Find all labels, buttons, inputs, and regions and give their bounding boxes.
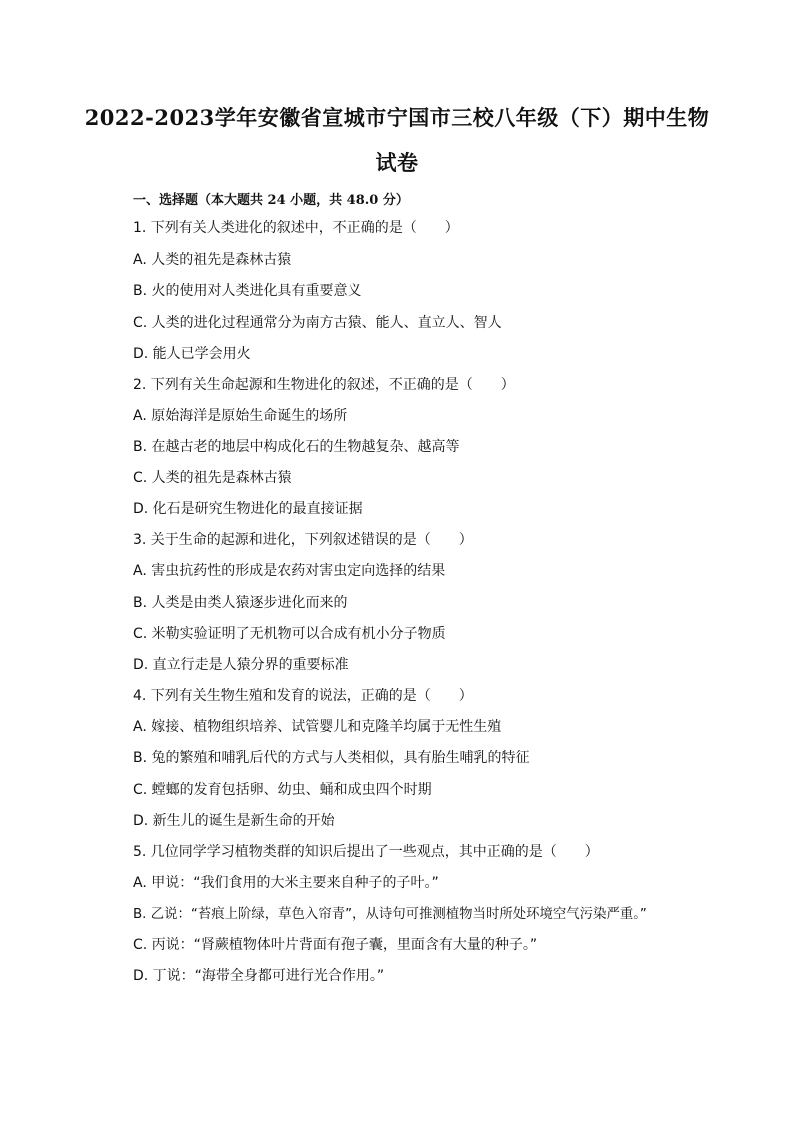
question-3-option-b: B. 人类是由类人猿逐步进化而来的 xyxy=(133,595,348,611)
question-1-option-a: A. 人类的祖先是森林古猿 xyxy=(133,252,292,268)
question-3-option-c: C. 米勒实验证明了无机物可以合成有机小分子物质 xyxy=(133,626,446,642)
question-2-option-a: A. 原始海洋是原始生命诞生的场所 xyxy=(133,408,348,424)
question-2-option-b: B. 在越古老的地层中构成化石的生物越复杂、越高等 xyxy=(133,439,460,455)
question-5-option-a: A. 甲说：“我们食用的大米主要来自种子的子叶。” xyxy=(133,875,439,891)
section-heading: 一、选择题（本大题共 24 小题，共 48.0 分） xyxy=(133,193,409,208)
question-1-option-d: D. 能人已学会用火 xyxy=(133,346,251,362)
question-2-option-c: C. 人类的祖先是森林古猿 xyxy=(133,470,292,486)
question-4-stem: 4. 下列有关生物生殖和发育的说法，正确的是（ ） xyxy=(133,688,473,704)
exam-title-line1: 2022-2023学年安徽省宣城市宁国市三校八年级（下）期中生物 xyxy=(84,105,710,130)
question-2-stem: 2. 下列有关生命起源和生物进化的叙述，不正确的是（ ） xyxy=(133,377,515,393)
question-3-option-a: A. 害虫抗药性的形成是农药对害虫定向选择的结果 xyxy=(133,563,446,579)
question-3-option-d: D. 直立行走是人猿分界的重要标准 xyxy=(133,657,349,673)
question-4-option-a: A. 嫁接、植物组织培养、试管婴儿和克隆羊均属于无性生殖 xyxy=(133,719,502,735)
question-1-option-c: C. 人类的进化过程通常分为南方古猿、能人、直立人、智人 xyxy=(133,315,502,331)
question-1-stem: 1. 下列有关人类进化的叙述中，不正确的是（ ） xyxy=(133,220,459,236)
question-5-option-c: C. 丙说：“肾蕨植物体叶片背面有孢子囊，里面含有大量的种子。” xyxy=(133,937,538,953)
question-3-stem: 3. 关于生命的起源和进化，下列叙述错误的是（ ） xyxy=(133,532,473,548)
question-4-option-b: B. 兔的繁殖和哺乳后代的方式与人类相似，具有胎生哺乳的特征 xyxy=(133,750,530,766)
question-4-option-c: C. 螳螂的发育包括卵、幼虫、蛹和成虫四个时期 xyxy=(133,782,432,798)
question-2-option-d: D. 化石是研究生物进化的最直接证据 xyxy=(133,501,363,517)
question-5-option-d: D. 丁说：“海带全身都可进行光合作用。” xyxy=(133,968,385,984)
question-5-option-b: B. 乙说：“苔痕上阶绿，草色入帘青”，从诗句可推测植物当时所处环境空气污染严重。” xyxy=(133,907,647,922)
question-4-option-d: D. 新生儿的诞生是新生命的开始 xyxy=(133,813,335,829)
question-5-stem: 5. 几位同学学习植物类群的知识后提出了一些观点，其中正确的是（ ） xyxy=(133,844,599,860)
question-1-option-b: B. 火的使用对人类进化具有重要意义 xyxy=(133,283,362,299)
exam-title-line2: 试卷 xyxy=(375,150,419,175)
